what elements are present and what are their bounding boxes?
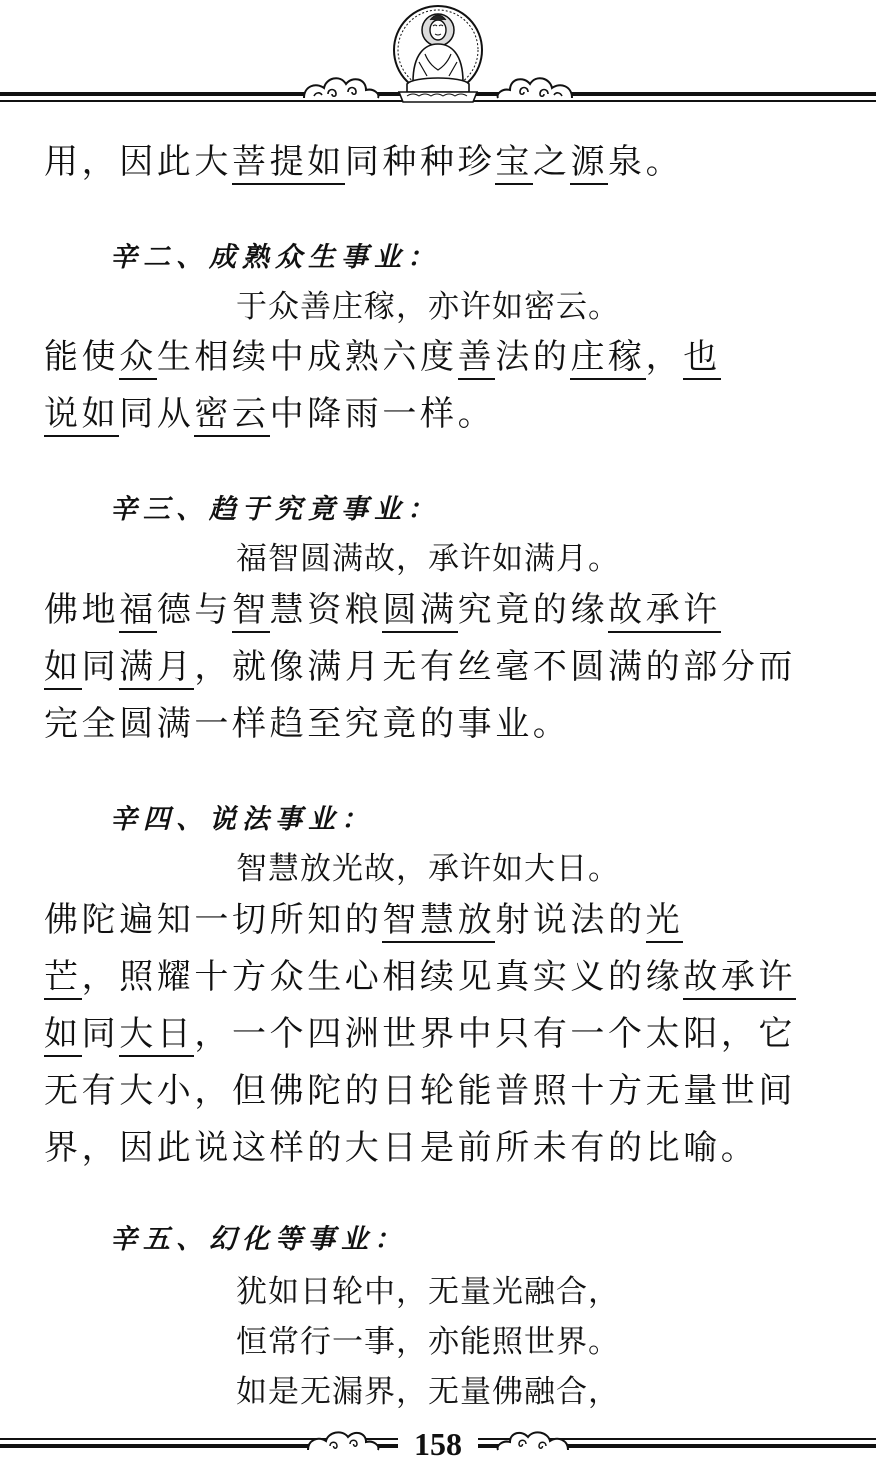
cloud-ornament-icon — [304, 1424, 384, 1454]
verse-line: 福智圆满故，承许如满月。 — [236, 541, 620, 577]
verse-line: 智慧放光故，承许如大日。 — [236, 851, 620, 887]
verse-line: 恒常行一事，亦能照世界。 — [236, 1324, 620, 1360]
cloud-ornament-icon — [492, 68, 576, 102]
buddha-figure-icon — [383, 2, 493, 110]
paragraph-line: 能使众生相续中成熟六度善法的庄稼，也 — [44, 335, 834, 379]
verse-line: 犹如日轮中，无量光融合， — [236, 1274, 620, 1310]
verse-line: 于众善庄稼，亦许如密云。 — [236, 289, 620, 325]
section-heading: 辛五、幻化等事业： — [110, 1224, 407, 1255]
section-heading: 辛四、说法事业： — [110, 804, 374, 835]
paragraph-line: 佛地福德与智慧资粮圆满究竟的缘故承许 — [44, 588, 834, 632]
verse-line: 如是无漏界，无量佛融合， — [236, 1374, 620, 1410]
paragraph-line: 如同大日，一个四洲世界中只有一个太阳，它 — [44, 1012, 834, 1056]
paragraph-line: 芒，照耀十方众生心相续见真实义的缘故承许 — [44, 955, 834, 999]
paragraph-line: 如同满月，就像满月无有丝毫不圆满的部分而 — [44, 645, 834, 689]
paragraph-line: 界，因此说这样的大日是前所未有的比喻。 — [44, 1128, 759, 1168]
section-heading: 辛二、成熟众生事业： — [110, 242, 440, 273]
paragraph-line: 说如同从密云中降雨一样。 — [44, 392, 834, 436]
paragraph-line: 用，因此大菩提如同种种珍宝之源泉。 — [44, 140, 834, 184]
paragraph-line: 佛陀遍知一切所知的智慧放射说法的光 — [44, 898, 834, 942]
section-heading: 辛三、趋于究竟事业： — [110, 494, 440, 525]
cloud-ornament-icon — [300, 68, 384, 102]
cloud-ornament-icon — [492, 1424, 572, 1454]
paragraph-line: 完全圆满一样趋至究竟的事业。 — [44, 704, 571, 744]
page-number: 158 — [398, 1424, 478, 1464]
paragraph-line: 无有大小，但佛陀的日轮能普照十方无量世间 — [44, 1071, 796, 1111]
